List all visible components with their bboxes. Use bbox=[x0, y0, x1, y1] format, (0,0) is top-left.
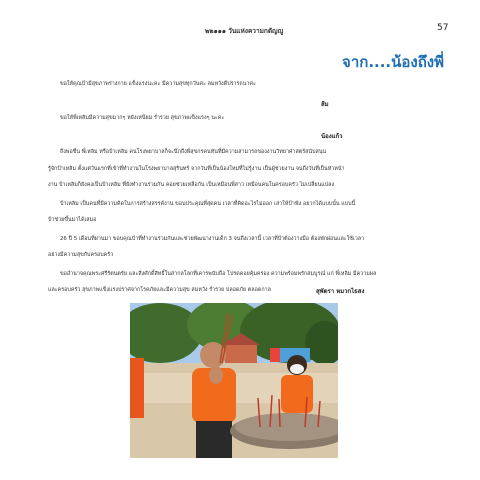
page-header bbox=[0, 23, 480, 42]
paragraph-4-line-2: ป้าช่วยขึ้นมาได้เสมอ bbox=[48, 217, 97, 223]
signature-1: ส้ม bbox=[321, 101, 329, 108]
section-title: จาก....น้องถึงพี่ bbox=[342, 53, 444, 71]
paragraph-3-line-1: ถึงพ่อชื่น พี่เหลิม หรือป้าเหลิม คนโรงพยาบาลก็จะนึกถึงพี่สุขกรคนทันที่มีความสามารถของงานวิทยาศาสตร์สนับสนุน bbox=[60, 149, 327, 155]
paragraph-6-line-2: และครอบครัว สุขภาพแข็งแรงปราศจากโรคภัยและมีความสุข สมหวัง ร่ำรวย ปลอดภัย ตลอดกาล bbox=[48, 287, 271, 293]
paragraph-2: ขอให้พี่เหลิมมีความสุขมากๆ หยังเหนียม ร่ำรวย สุขภาพแข็งแรงๆ นะคะ bbox=[60, 115, 225, 121]
signature-3: สุพัตรา หมวกไธสง bbox=[316, 288, 365, 295]
paragraph-5-line-1: 26 ปี 5 เดือนที่ผ่านมา ขอบคุณป้าที่ทำงานร่วมกันและช่วยพัฒนางานเด็ก 3 จนถึงเวลานี้ เวลาที่ป้าต้องวางมือ ต้องพักผ่อนและใช้เวลา bbox=[60, 236, 365, 242]
paragraph-6-line-1: ขออำนาจคุณพระศรีรัตนตรัย และสิ่งศักดิ์สิทธิ์ในสากลโลกที่เคารพนับถือ โปรดคอยคุ้มครอง ความพร้อมพรักสมบูรณ์ แก่ พี่เหลิม มีความผล bbox=[60, 271, 377, 277]
photo-illustration bbox=[130, 303, 338, 458]
page-number: 57 bbox=[437, 23, 449, 33]
paragraph-3-line-3: งาน ป้าเหลิมก็ยังคงเป็นป้าเหลิม ที่ยังทำงานร่วมกัน คอยช่วยเหลือกัน เป็นเหมือนพี่สาว เหมือนคนในครอบครัว ไม่เปลี่ยนแปลง bbox=[48, 182, 335, 188]
paragraph-4-line-1: ป้าเหลิม เป็นคนที่มีความคิดในการสร้างสรรค์งาน ขอบประคุณที่สุดคน เวลาที่คิดอะไรไม่ออก เล่าให้ป้าฟัง อยากได้แบบนั้น แบบนี้ bbox=[60, 201, 356, 207]
paragraph-5-line-2: อย่างมีความสุขกับครอบครัว bbox=[48, 252, 114, 258]
header-title: ๒๒๑๑๑ วันแห่งความกตัญญู bbox=[205, 27, 284, 35]
photo bbox=[130, 303, 338, 458]
signature-2: น้องแก้ว bbox=[321, 133, 343, 140]
paragraph-3-line-2: รู้จักป้าเหลิม ตั้งแต่วันแรกที่เข้าที่ทำงานในโรงพยาบาลสุรินทร์ จากวันที่เป็นน้องใหม่ที่ไม่รู้งาน เป็นผู้ช่วยงาน จนถึงวันที่เป็นหัวหน้า bbox=[48, 166, 345, 172]
paragraph-1: ขอให้คุณป้ามีสุขภาพร่างกาย แข็งแรงนะคะ มีความสุขทุกวันค่ะ ลมหวังดีปรารถนาค่ะ bbox=[60, 81, 256, 87]
